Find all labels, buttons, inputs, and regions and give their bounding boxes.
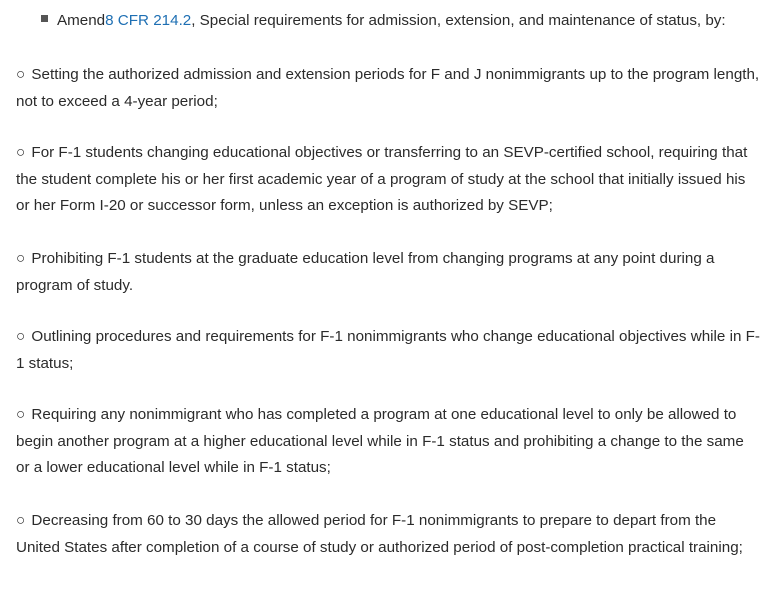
item-text: Setting the authorized admission and extension periods for F and J nonimmigrants up to the program length, not to exceed a 4-year period; [16, 66, 760, 110]
circle-bullet-icon: ○ [16, 144, 26, 161]
item-text: Decreasing from 60 to 30 days the allowed period for F-1 nonimmigrants to prepare to depart from the United States after completion of a course of study or authorized period of post-completion practical training; [16, 512, 743, 556]
list-item [16, 508, 761, 561]
item-text: Requiring any nonimmigrant who has completed a program at one educational level to only be allowed to begin another program at a higher educational level while in F-1 status and prohibiting a change to the same or a lower educational level while in F-1 status; [16, 406, 744, 477]
item-text: For F-1 students changing educational objectives or transferring to an SEVP-certified school, requiring that the student complete his or her first academic year of a program of study at the school that initially issued his or her Form I-20 or successor form, unless an exception is authorized by SEVP; [16, 144, 748, 215]
item-text: Prohibiting F-1 students at the graduate education level from changing programs at any point during a program of study. [16, 250, 715, 294]
list-item [16, 140, 761, 220]
square-bullet-icon [41, 15, 48, 22]
circle-bullet-icon: ○ [16, 66, 26, 83]
circle-bullet-icon: ○ [16, 512, 26, 529]
list-item [16, 246, 761, 299]
list-item [16, 324, 761, 377]
circle-bullet-icon: ○ [16, 328, 26, 345]
list-item [16, 62, 761, 115]
amend-prefix: Amend [57, 12, 106, 29]
cfr-link[interactable]: 8 CFR 214.2 [105, 12, 192, 29]
circle-bullet-icon: ○ [16, 406, 26, 423]
item-text: Outlining procedures and requirements for F-1 nonimmigrants who change educational objectives while in F-1 status; [16, 328, 760, 372]
amend-suffix: , Special requirements for admission, extension, and maintenance of status, by: [191, 12, 726, 29]
circle-bullet-icon: ○ [16, 250, 26, 267]
list-item [16, 402, 761, 482]
amend-list-item [41, 8, 726, 35]
